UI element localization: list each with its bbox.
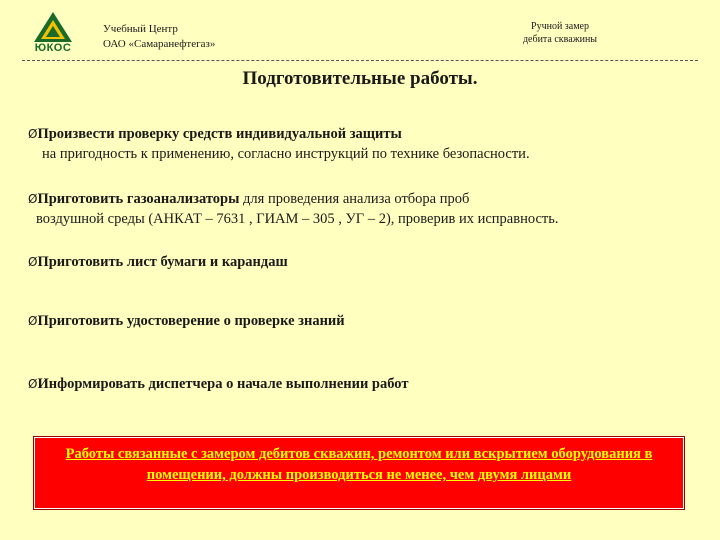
- document-subject: [500, 20, 620, 46]
- item-lead: Произвести проверку средств индивидуальной защиты: [37, 126, 402, 142]
- item-continuation: воздушной среды (АНКАТ – 7631 , ГИАМ – 305 , УГ – 2), проверив их исправность.: [36, 211, 559, 227]
- item-lead: Приготовить лист бумаги и карандаш: [37, 254, 288, 270]
- list-item: [28, 189, 558, 229]
- header-divider: [22, 60, 698, 61]
- list-item: [28, 374, 409, 394]
- list-item: [28, 124, 530, 164]
- safety-warning-box: Работы связанные с замером дебитов скважин, ремонтом или вскрытием оборудования в помещении, должны производиться не менее, чем двумя лицами: [34, 437, 684, 509]
- bullet-arrow-icon: Ø: [28, 314, 38, 328]
- item-rest: для проведения анализа отбора проб: [239, 191, 470, 207]
- organization-name: [103, 22, 215, 52]
- logo-text: ЮКОС: [34, 42, 72, 54]
- org-line-1: Учебный Центр: [103, 23, 178, 35]
- item-lead: Приготовить газоанализаторы: [37, 191, 240, 207]
- item-lead: Приготовить удостоверение о проверке знаний: [37, 313, 345, 329]
- bullet-arrow-icon: Ø: [28, 127, 38, 141]
- doc-line-1: Ручной замер: [531, 21, 589, 32]
- bullet-arrow-icon: Ø: [28, 377, 38, 391]
- list-item: [28, 311, 345, 331]
- item-continuation: на пригодность к применению, согласно инструкций по технике безопасности.: [42, 146, 530, 162]
- list-item: [28, 252, 288, 272]
- page-title: Подготовительные работы.: [242, 68, 478, 89]
- item-lead: Информировать диспетчера о начале выполнении работ: [37, 376, 409, 392]
- org-line-2: ОАО «Самаранефтегаз»: [103, 38, 216, 50]
- bullet-arrow-icon: Ø: [28, 192, 38, 206]
- bullet-arrow-icon: Ø: [28, 255, 38, 269]
- doc-line-2: дебита скважины: [522, 34, 598, 45]
